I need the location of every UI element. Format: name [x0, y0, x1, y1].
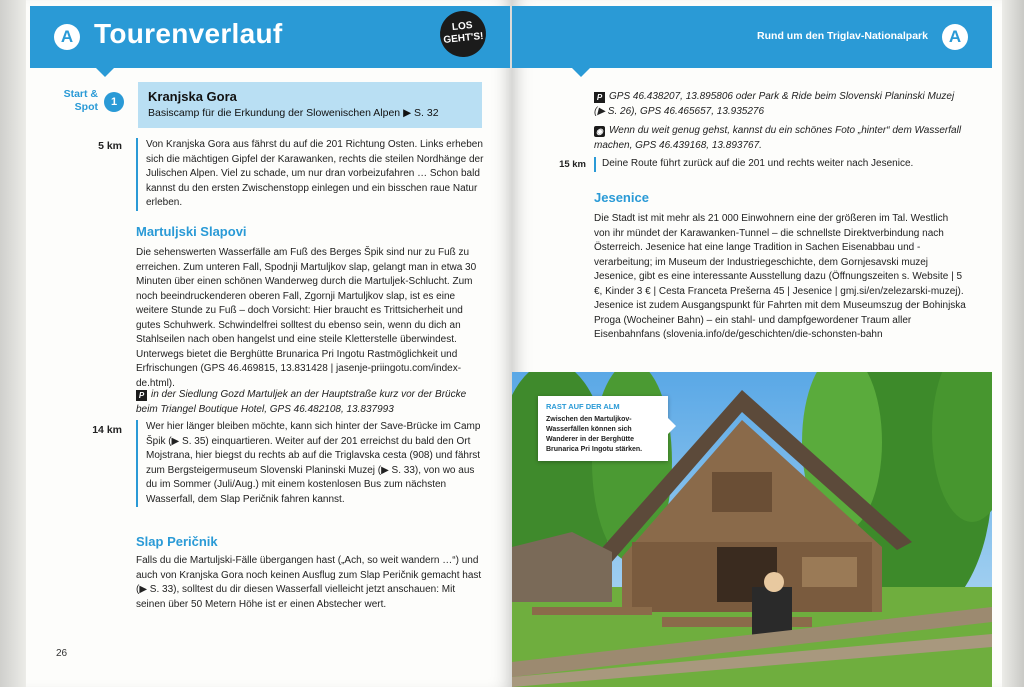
hut-photo: [512, 372, 992, 687]
body-paragraph: Die sehenswerten Wasserfälle am Fuß des Berges Špik sind nur zu Fuß zu erreichen. Zum unteren Fall, Spodnji Martuljkov slap, gelangt man in etwa 30 Minuten über einen schönen Wanderweg durch die Martuljek-Schlucht. Zum noch beeindruckenderen oberen Fall, Zgornji Martuljkov slap, ist es eine weitere Stunde zu Fuß – doch Vorsicht: Hier braucht es Trittsicherheit und gutes Schuhwerk. Schwindelfrei solltest du ebenso sein, wenn du dich an Stahlseilen nach oben hangelst und eine steile Kletterstelle überwindest. Unterwegs bietet die Berghütte Brunarica Pri Ingotu Rastmöglichkeit und Erfrischungen (GPS 46.469815, 13.831428 | jasenje-priingotu.com/index-de.html).: [136, 247, 477, 389]
los-gehts-badge: LOS GEHT'S!: [438, 9, 489, 60]
section-heading: Martuljski Slapovi: [136, 224, 247, 239]
parking-text: in der Siedlung Gozd Martuljek an der Hauptstraße kurz vor der Brücke beim Triangel Boutique Hotel, GPS 46.482108, 13.837993: [136, 389, 467, 415]
body-paragraph: Die Stadt ist mit mehr als 21 000 Einwohnern eine der größeren im Tal. Westlich von ihr mündet der Karawanken-Tunnel – die schnellste Direktverbindung nach Österreich. Jesenice hat eine lange Tradition in Sachen Eisenabbau und -verarbeitung; im Museum der Industriegeschichte, dem Gornjesavski muzej Jesenice, gibt es eine interessante Ausstellung dazu (Öffnungszeiten s. Website | 5 €, Kinder 3 € | Cesta Franceta Prešerna 45 | Jesenice | gmj.si/en/zelezarski-muzej). Jesenice ist zudem Ausgangspunkt für Fahrten mit dem Museumszug der Bohinjska Proga (Wocheiner Bahn) – ein stahl- und dampfgewordener Traum aller Eisenbahnfans (slovenia.info/de/geschichten/die-schonsten-bahn: [594, 213, 966, 340]
distance-label: 5 km: [98, 140, 122, 152]
route-block-3: Deine Route führt zurück auf die 201 und rechts weiter nach Jesenice.: [594, 157, 974, 172]
start-label: Start & Spot: [63, 88, 98, 113]
page-edge-right: [1002, 0, 1024, 687]
camera-icon: ◉: [594, 126, 605, 137]
page-title: Tourenverlauf: [94, 18, 283, 49]
route-block-2: Wer hier länger bleiben möchte, kann sich hinter der Save-Brücke im Camp Špik (▶ S. 35) einquartieren. Weiter auf der 201 erreichst du bald den Ort Mojstrana, hier biegst du rechts ab auf die Triglavska cesta (908) und fährst zum Bergsteigermuseum Slovenski Planinski Muzej (▶ S. 33), von wo aus du im Sommer (Juli/Aug.) mit einem kostenlosen Bus zum nächsten Wasserfall, dem Slap Peričnik fahren kannst.: [136, 420, 486, 507]
camera-text: Wenn du weit genug gehst, kannst du ein schönes Foto „hinter“ dem Wasserfall machen, GPS 46.439168, 13.893767.: [594, 125, 962, 151]
section-heading: Jesenice: [594, 190, 649, 205]
page-edge-left: [0, 0, 26, 687]
banner-notch: [96, 68, 114, 77]
left-banner: [30, 6, 510, 68]
right-page: [512, 0, 1002, 687]
start-box: [138, 82, 482, 128]
start-title: Kranjska Gora: [148, 89, 237, 104]
caption-title: RAST AUF DER ALM: [546, 402, 620, 411]
right-banner: [512, 6, 992, 68]
parking-text: GPS 46.438207, 13.895806 oder Park & Ride beim Slovenski Planinski Muzej (▶ S. 26), GPS 46.465657, 13.935276: [594, 91, 955, 117]
start-subtitle: Basiscamp für die Erkundung der Slowenischen Alpen ▶ S. 32: [148, 107, 439, 119]
distance-label: 15 km: [559, 159, 586, 170]
left-page: [26, 0, 512, 687]
distance-label: 14 km: [92, 424, 122, 436]
caption-text: Zwischen den Martuljkov-Wasserfällen können sich Wanderer in der Berghütte Brunarica Pri Ingotu stärken.: [546, 416, 643, 453]
parking-note: [136, 388, 486, 417]
caption-pointer: [668, 418, 676, 434]
body-paragraph: Falls du die Martuljski-Fälle übergangen hast („Ach, so weit wandern …“) und auch von Kranjska Gora noch keinen Ausflug zum Slap Peričnik gemacht hast (▶ S. 33), solltest du dir diesen Wasserfall vielleicht jetzt anschauen: Mit seinen über 50 Metern Höhe ist er einen Abstecher wert.: [136, 555, 482, 610]
parking-icon: P: [594, 92, 605, 103]
route-block-1: Von Kranjska Gora aus fährst du auf die 201 Richtung Osten. Links erheben sich die mächtigen Gipfel der Karawanken, rechts die steilen Nordhänge der Julischen Alpen. Viel zu schade, um nur dran vorbeizufahren … Schon bald kannst du den ersten Zwischenstopp einlegen und ein bisschen raue Natur erleben.: [136, 138, 486, 211]
section-badge: A: [54, 24, 80, 50]
parking-icon: P: [136, 390, 147, 401]
start-number: 1: [104, 92, 124, 112]
chapter-title: Rund um den Triglav-Nationalpark: [757, 30, 928, 42]
parking-note: [594, 90, 964, 119]
section-heading: Slap Peričnik: [136, 534, 218, 549]
banner-notch: [572, 68, 590, 77]
section-badge: A: [942, 24, 968, 50]
photo-caption: [538, 396, 668, 461]
page-number: 26: [56, 648, 68, 659]
camera-note: [594, 124, 964, 153]
